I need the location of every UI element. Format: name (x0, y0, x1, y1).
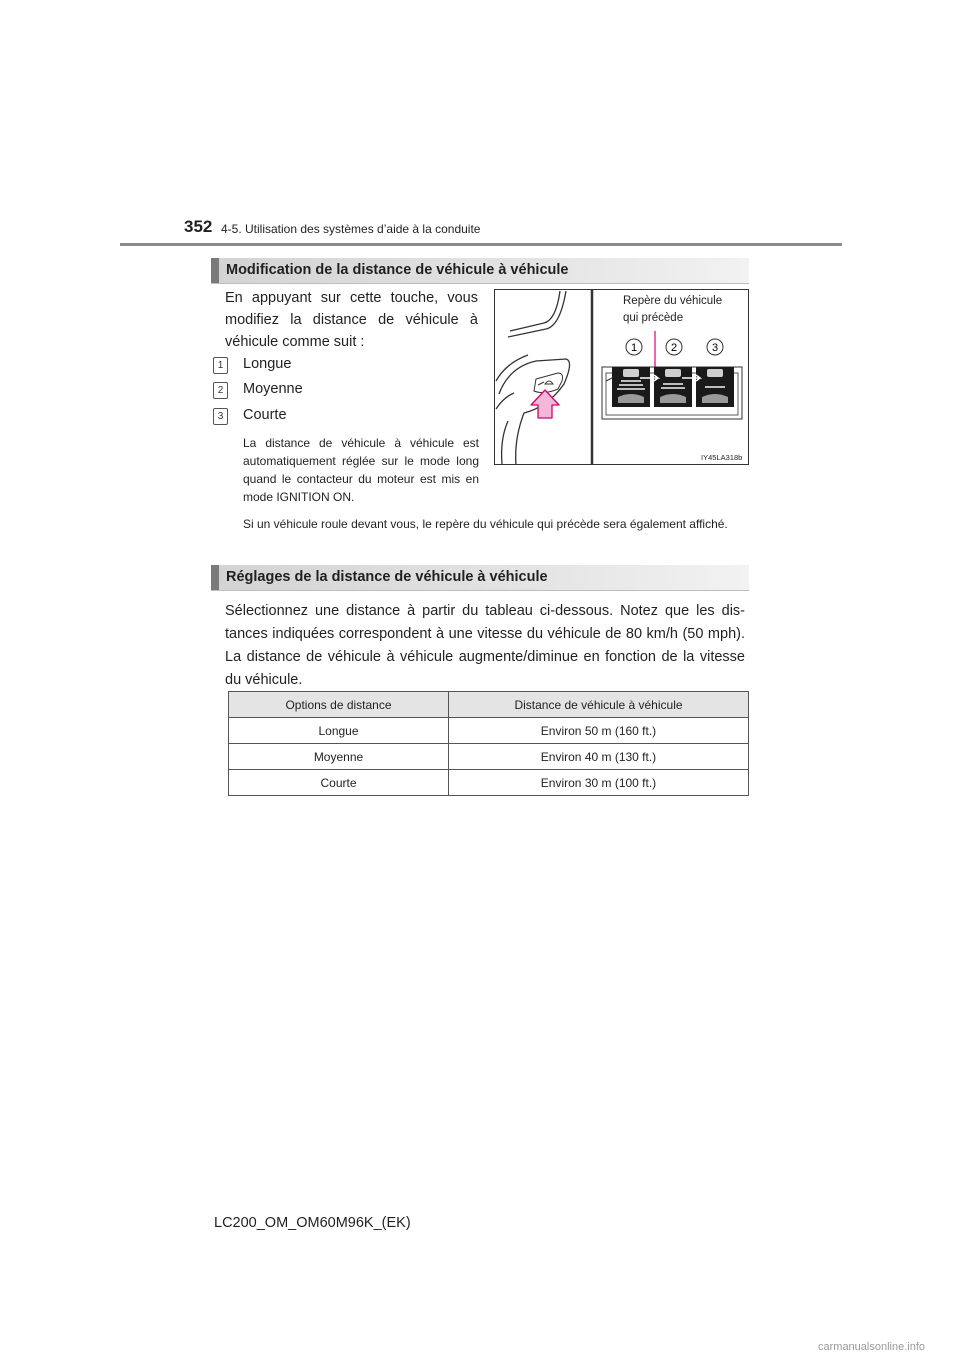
marker-number: 3 (711, 342, 719, 354)
header-rule (120, 243, 842, 246)
callout-text-line2: qui précède (623, 312, 684, 324)
page-number: 352 (184, 217, 213, 236)
section-heading-title: Modification de la distance de véhicule à véhicule (226, 262, 569, 278)
table-row (229, 718, 749, 744)
column-header: Options de distance (229, 692, 449, 718)
distance-table (228, 691, 749, 796)
step-number-badge: 3 (213, 408, 228, 425)
watermark-link[interactable]: carmanualsonline.info (818, 1341, 926, 1353)
marker-number: 1 (630, 342, 638, 354)
table-row (229, 744, 749, 770)
intro-paragraph: En appuyant sur cette touche, vous modifiez la distance de véhicule à véhicule comme suit : (225, 290, 478, 350)
section-heading-distance-change (211, 258, 749, 284)
note-auto-long-mode: La distance de véhicule à véhicule est automatiquement réglée sur le mode long quand le contacteur du moteur est mis en mode IGNITION ON. (243, 436, 479, 504)
note-preceding-vehicle: Si un véhicule roule devant vous, le repère du véhicule qui précède sera également affiché. (243, 517, 728, 531)
table-cell: Moyenne (229, 744, 449, 770)
table-cell: Environ 30 m (100 ft.) (449, 770, 749, 796)
table-row (229, 770, 749, 796)
section-heading-bar (211, 258, 219, 283)
marker-number: 2 (670, 342, 678, 354)
step-number-badge: 2 (213, 382, 228, 399)
breadcrumb: 4-5. Utilisation des systèmes d’aide à la conduite (221, 222, 481, 236)
table-cell: Environ 50 m (160 ft.) (449, 718, 749, 744)
section-heading-title: Réglages de la distance de véhicule à véhicule (226, 569, 548, 585)
figure-code: IY45LA318b (701, 453, 743, 462)
section-heading-distance-settings (211, 565, 749, 591)
step-label: Longue (243, 356, 292, 372)
step-number-badge: 1 (213, 357, 228, 374)
distance-switch-illustration (494, 289, 749, 465)
table-cell: Environ 40 m (130 ft.) (449, 744, 749, 770)
step-label: Moyenne (243, 381, 303, 397)
table-cell: Courte (229, 770, 449, 796)
step-label: Courte (243, 407, 287, 423)
section-heading-bar (211, 565, 219, 590)
table-cell: Longue (229, 718, 449, 744)
callout-text-line1: Repère du véhicule (623, 295, 723, 307)
footer-manual-code: LC200_OM_OM60M96K_(EK) (214, 1215, 411, 1231)
table-header-row (229, 692, 749, 718)
column-header: Distance de véhicule à véhicule (449, 692, 749, 718)
settings-paragraph: Sélectionnez une distance à partir du tableau ci-dessous. Notez que les dis-tances indiquées correspondent à une vitesse du véhicule de 80 km/h (50 mph). La distance de véhicule à véhicule augmente/diminue en fonction de la vitesse du véhicule. (225, 603, 745, 688)
